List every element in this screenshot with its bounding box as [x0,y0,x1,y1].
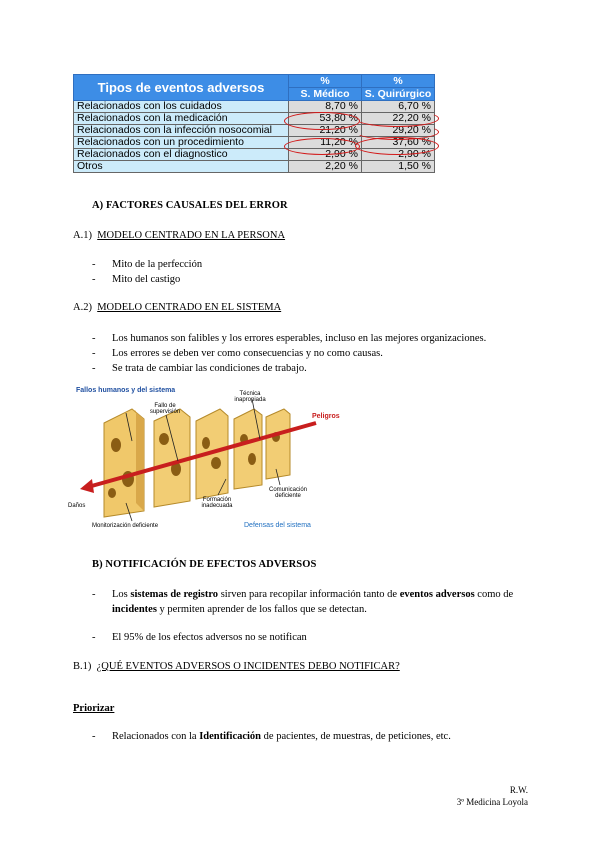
table-row [74,149,435,161]
list-item [92,729,451,744]
table-row [74,161,435,173]
text-segment: sirven para recopilar información tanto de [218,589,400,600]
label-peligros: Peligros [312,413,340,420]
table-row [74,101,435,113]
a1-list [92,257,202,287]
list-item: - Mito del castigo [92,272,202,287]
label-monitorizacion: Monitorización deficiente [92,523,159,529]
footer-initials: R.W. [509,785,528,795]
row-quirurgico: 6,70 % [362,101,435,113]
row-quirurgico: 2,90 % [362,149,435,161]
list-item: - Los humanos son falibles y los errores esperables, incluso en las mejores organizaciones. [92,331,486,346]
row-label: Relacionados con la infección nosocomial [74,125,289,137]
text-segment: Relacionados con la [112,731,200,742]
list-item: - El 95% de los efectos adversos no se notifican [92,630,307,645]
subsection-b1-heading [73,661,400,672]
row-label: Relacionados con los cuidados [74,101,289,113]
label-fallo-supervision: Fallo de supervisión [149,403,181,415]
text-segment: Los [112,589,131,600]
text-segment: de pacientes, de muestras, de peticiones, etc. [261,731,451,742]
row-medico: 21,20 % [289,125,362,137]
a1-title: MODELO CENTRADO EN LA PERSONA [97,230,286,241]
row-label: Relacionados con un procedimiento [74,137,289,149]
row-quirurgico: 37,60 % [362,137,435,149]
table-row [74,137,435,149]
b1-number: B.1) [73,661,92,672]
list-item: - Mito de la perfección [92,257,202,272]
a2-title: MODELO CENTRADO EN EL SISTEMA [97,302,282,313]
label-comunicacion: Comunicación deficiente [268,487,308,499]
row-medico: 53,80 % [289,113,362,125]
table-header-title: Tipos de eventos adversos [74,75,289,101]
text-segment: como de [474,589,514,600]
row-label: Otros [74,161,289,173]
bold-term: sistemas de registro [130,589,219,600]
table-row [74,113,435,125]
label-defensas: Defensas del sistema [244,522,311,529]
row-label: Relacionados con el diagnostico [74,149,289,161]
swiss-cheese-illustration [66,383,356,533]
a1-number: A.1) [73,230,92,241]
row-quirurgico: 29,20 % [362,125,435,137]
bold-term: incidentes [112,604,157,615]
list-item [92,587,532,617]
section-b-heading: B) NOTIFICACIÓN DE EFECTOS ADVERSOS [92,559,317,570]
priorizar-heading: Priorizar [73,703,115,714]
row-quirurgico: 22,20 % [362,113,435,125]
table-row [74,125,435,137]
subsection-a1-heading [73,230,285,241]
list-item: - Los errores se deben ver como consecuencias y no como causas. [92,346,486,361]
a2-number: A.2) [73,302,92,313]
a2-list [92,331,486,376]
priorizar-list [92,729,451,744]
col2-pct: % [362,75,435,88]
diagram-title: Fallos humanos y del sistema [76,387,176,394]
label-formacion: Formación inadecuada [201,497,233,509]
swiss-cheese-diagram [66,383,356,533]
col1-pct: % [289,75,362,88]
label-danos: Daños [68,503,86,509]
row-medico: 2,90 % [289,149,362,161]
subsection-a2-heading [73,302,281,313]
text-segment: y permiten aprender de los fallos que se detectan. [156,604,367,615]
adverse-events-table [73,74,435,173]
section-a-heading: A) FACTORES CAUSALES DEL ERROR [92,200,288,211]
row-quirurgico: 1,50 % [362,161,435,173]
footer [457,784,528,808]
label-tecnica: Técnica inapropiada [234,391,266,403]
b-list [92,587,532,617]
list-item: - Se trata de cambiar las condiciones de trabajo. [92,361,486,376]
b-list-2 [92,630,307,645]
row-medico: 8,70 % [289,101,362,113]
row-label: Relacionados con la medicación [74,113,289,125]
row-medico: 11,20 % [289,137,362,149]
bold-term: Identificación [199,731,262,742]
footer-course: 3º Medicina Loyola [456,797,528,807]
row-medico: 2,20 % [289,161,362,173]
col2-header: S. Quirúrgico [362,88,435,101]
b1-title: ¿QUÉ EVENTOS ADVERSOS O INCIDENTES DEBO NOTIFICAR? [96,661,400,672]
bold-term: eventos adversos [399,589,475,600]
col1-header: S. Médico [289,88,362,101]
